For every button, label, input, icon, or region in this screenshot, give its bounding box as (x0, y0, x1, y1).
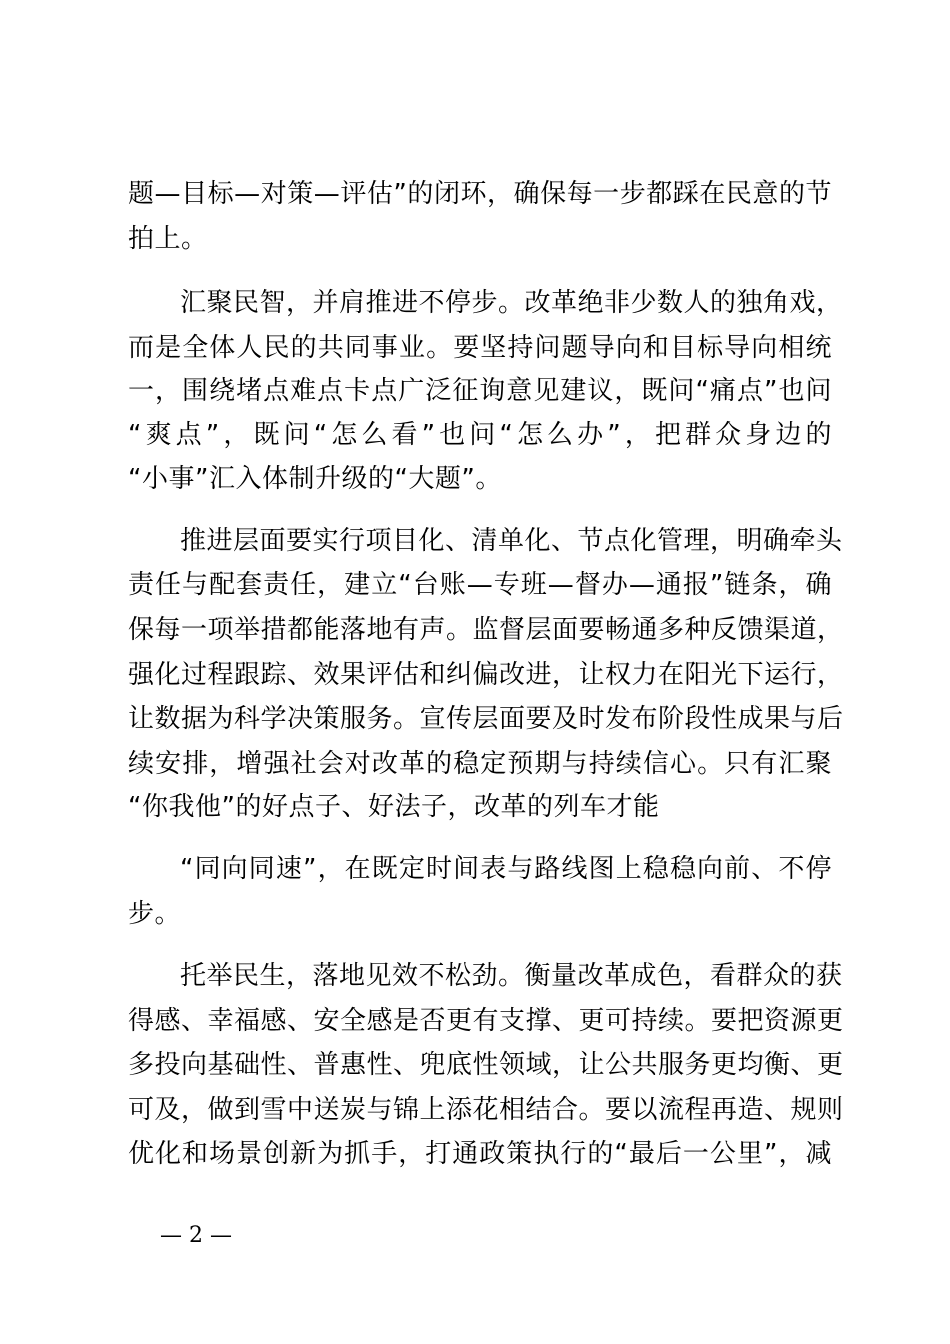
page-number: — 2 — (160, 1223, 232, 1248)
text-line: 责任与配套责任，建立“台账—专班—督办—通报”链条，确 (128, 570, 832, 600)
text-line: 可及，做到雪中送炭与锦上添花相结合。要以流程再造、规则 (128, 1095, 844, 1125)
text-line: “小事”汇入体制升级的“大题”。 (128, 464, 502, 494)
paragraph-first-line: 推进层面要实行项目化、清单化、节点化管理，明确牵头 (180, 526, 843, 556)
text-line: “爽点”，既问“怎么看”也问“怎么办”，把群众身边的 (128, 420, 832, 450)
text-line: “你我他”的好点子、好法子，改革的列车才能 (128, 792, 660, 822)
paragraph-first-line: “同向同速”，在既定时间表与路线图上稳稳向前、不停 (180, 854, 832, 884)
text-line: 一，围绕堵点难点卡点广泛征询意见建议，既问“痛点”也问 (128, 376, 832, 406)
text-line: 步。 (128, 899, 182, 929)
paragraph-first-line: 托举民生，落地见效不松劲。衡量改革成色，看群众的获 (180, 961, 843, 991)
paragraph-first-line: 汇聚民智，并肩推进不停步。改革绝非少数人的独角戏， (180, 288, 843, 318)
text-line: 优化和场景创新为抓手，打通政策执行的“最后一公里”，减 (128, 1139, 832, 1169)
text-line: 让数据为科学决策服务。宣传层面要及时发布阶段性成果与后 (128, 704, 844, 734)
text-line: 保每一项举措都能落地有声。监督层面要畅通多种反馈渠道， (128, 615, 844, 645)
text-line: 多投向基础性、普惠性、兜底性领域，让公共服务更均衡、更 (128, 1050, 844, 1080)
text-line: 得感、幸福感、安全感是否更有支撑、更可持续。要把资源更 (128, 1006, 844, 1036)
text-line: 而是全体人民的共同事业。要坚持问题导向和目标导向相统 (128, 333, 832, 363)
text-line: 续安排，增强社会对改革的稳定预期与持续信心。只有汇聚 (128, 749, 832, 779)
text-line: 强化过程跟踪、效果评估和纠偏改进，让权力在阳光下运行， (128, 660, 844, 690)
text-line: 拍上。 (128, 224, 208, 254)
text-line: 题—目标—对策—评估”的闭环，确保每一步都踩在民意的节 (128, 179, 832, 209)
